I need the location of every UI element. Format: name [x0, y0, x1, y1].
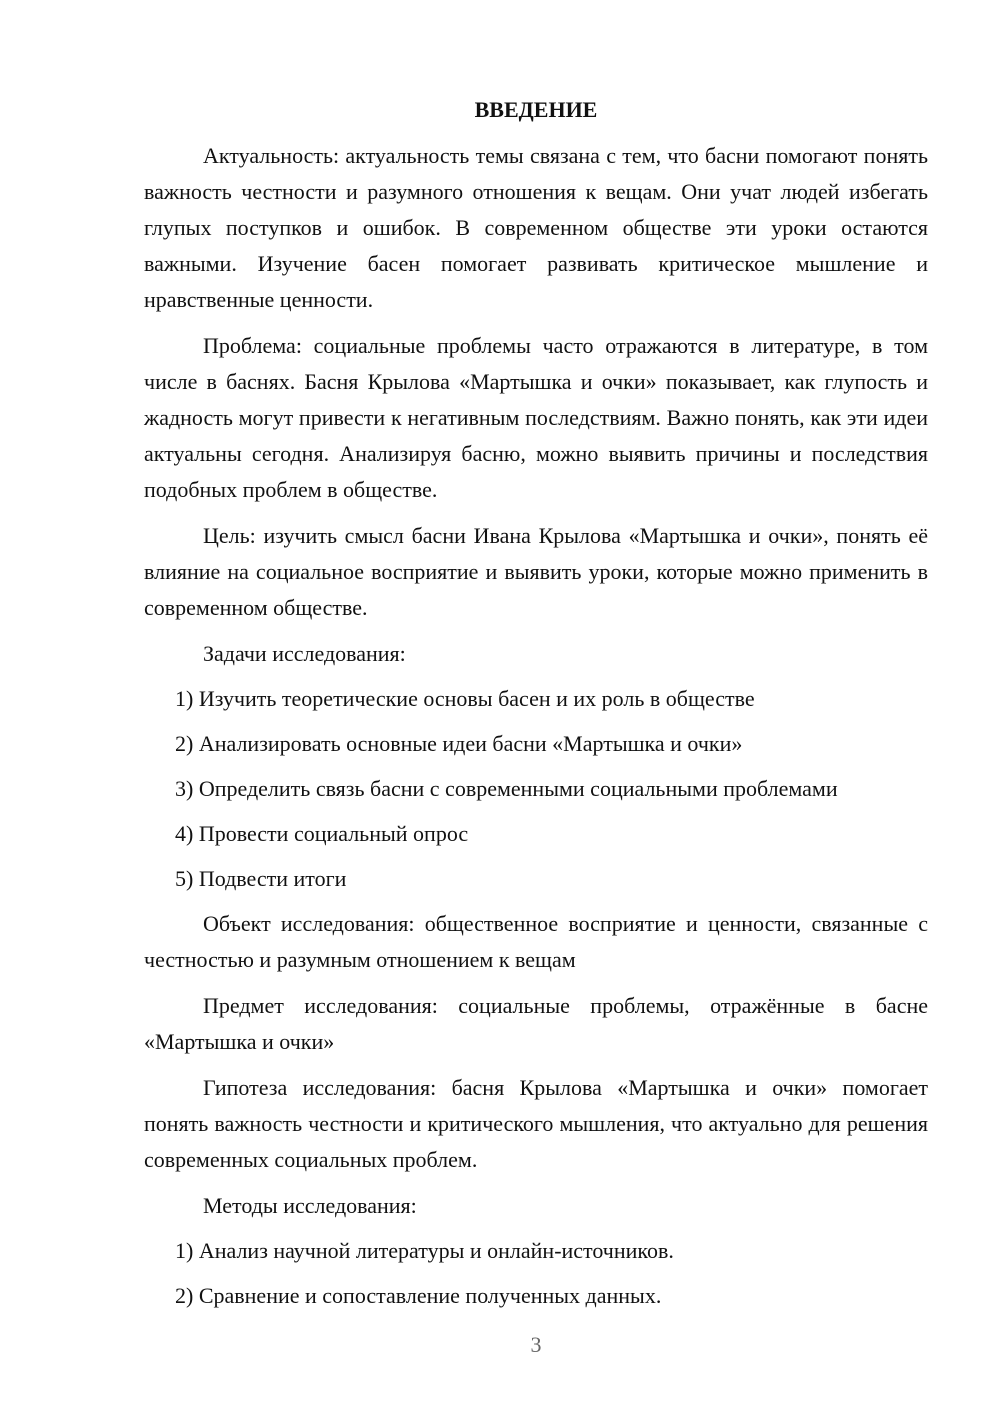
task-item: 2) Анализировать основные идеи басни «Мартышка и очки» [175, 731, 743, 756]
subject-paragraph: Предмет исследования: социальные проблемы, отражённые в басне «Мартышка и очки» [144, 993, 928, 1054]
problem-paragraph: Проблема: социальные проблемы часто отражаются в литературе, в том числе в баснях. Басня Крылова «Мартышка и очки» показывает, как глупость и жадность могут привести к негативным последствиям. Важно понять, как эти идеи актуальны сегодня. Анализируя басню, можно выявить причины и последствия подобных проблем в обществе. [144, 333, 928, 502]
hypothesis-paragraph: Гипотеза исследования: басня Крылова «Мартышка и очки» помогает понять важность честности и критического мышления, что актуально для решения современных социальных проблем. [144, 1075, 928, 1172]
page-number: 3 [530, 1332, 542, 1357]
method-item: 1) Анализ научной литературы и онлайн-источников. [175, 1238, 674, 1263]
task-item: 5) Подвести итоги [175, 866, 347, 891]
method-item: 2) Сравнение и сопоставление полученных данных. [175, 1283, 662, 1308]
object-paragraph: Объект исследования: общественное восприятие и ценности, связанные с честностью и разумным отношением к вещам [144, 911, 928, 972]
goal-paragraph: Цель: изучить смысл басни Ивана Крылова «Мартышка и очки», понять её влияние на социальное восприятие и выявить уроки, которые можно применить в современном обществе. [144, 523, 928, 620]
relevance-paragraph: Актуальность: актуальность темы связана с тем, что басни помогают понять важность честности и разумного отношения к вещам. Они учат людей избегать глупых поступков и ошибок. В современном обществе эти уроки остаются важными. Изучение басен помогает развивать критическое мышление и нравственные ценности. [144, 143, 928, 312]
tasks-heading: Задачи исследования: [203, 641, 406, 666]
document-page [144, 92, 928, 1323]
methods-heading: Методы исследования: [203, 1193, 417, 1218]
task-item: 4) Провести социальный опрос [175, 821, 469, 846]
task-item: 1) Изучить теоретические основы басен и их роль в обществе [175, 686, 755, 711]
task-item: 3) Определить связь басни с современными социальными проблемами [175, 776, 838, 801]
section-title: ВВЕДЕНИЕ [474, 97, 598, 122]
